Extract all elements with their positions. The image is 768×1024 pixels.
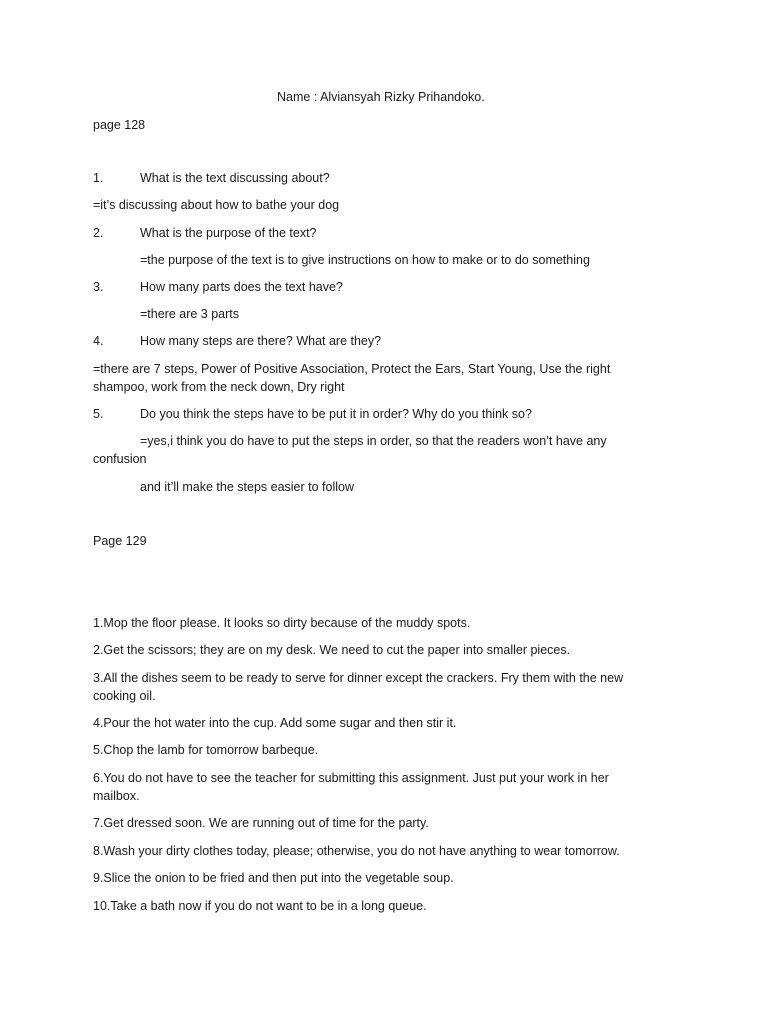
question-2-number: 2. (93, 226, 104, 240)
answer-5-line-2: confusion (93, 452, 147, 466)
answer-3: =there are 3 parts (140, 307, 240, 321)
sentence-5: 5.Chop the lamb for tomorrow barbeque. (93, 743, 319, 757)
answer-2: =the purpose of the text is to give instructions on how to make or to do something (140, 253, 590, 267)
sentence-6-line-2: mailbox. (93, 789, 140, 803)
sentence-3-line-2: cooking oil. (93, 689, 156, 703)
sentence-8: 8.Wash your dirty clothes today, please; otherwise, you do not have anything to wear tomorrow. (93, 844, 620, 858)
answer-4-line-1: =there are 7 steps, Power of Positive Association, Protect the Ears, Start Young, Use the right (93, 362, 611, 376)
question-3-number: 3. (93, 280, 104, 294)
question-4-text: How many steps are there? What are they? (140, 334, 382, 348)
question-4-number: 4. (93, 334, 104, 348)
sentence-1: 1.Mop the floor please. It looks so dirty because of the muddy spots. (93, 616, 471, 630)
student-name-line: Name : Alviansyah Rizky Prihandoko. (277, 90, 485, 104)
sentence-6-line-1: 6.You do not have to see the teacher for submitting this assignment. Just put your work in her (93, 771, 609, 785)
question-1-number: 1. (93, 171, 104, 185)
question-5-number: 5. (93, 407, 104, 421)
question-1-text: What is the text discussing about? (140, 171, 330, 185)
answer-5-line-1: =yes,i think you do have to put the steps in order, so that the readers won’t have any (140, 434, 607, 448)
sentence-10: 10.Take a bath now if you do not want to be in a long queue. (93, 899, 427, 913)
question-3-text: How many parts does the text have? (140, 280, 343, 294)
sentence-7: 7.Get dressed soon. We are running out of time for the party. (93, 816, 429, 830)
answer-4-line-2: shampoo, work from the neck down, Dry right (93, 380, 345, 394)
sentence-2: 2.Get the scissors; they are on my desk. We need to cut the paper into smaller pieces. (93, 643, 571, 657)
sentence-9: 9.Slice the onion to be fried and then put into the vegetable soup. (93, 871, 454, 885)
question-5-text: Do you think the steps have to be put it in order? Why do you think so? (140, 407, 532, 421)
page-128-label: page 128 (93, 118, 146, 132)
answer-5-line-3: and it’ll make the steps easier to follow (140, 480, 354, 494)
answer-1: =it’s discussing about how to bathe your dog (93, 198, 340, 212)
sentence-4: 4.Pour the hot water into the cup. Add some sugar and then stir it. (93, 716, 457, 730)
question-2-text: What is the purpose of the text? (140, 226, 317, 240)
sentence-3-line-1: 3.All the dishes seem to be ready to serve for dinner except the crackers. Fry them with the new (93, 671, 624, 685)
page-129-label: Page 129 (93, 534, 147, 548)
